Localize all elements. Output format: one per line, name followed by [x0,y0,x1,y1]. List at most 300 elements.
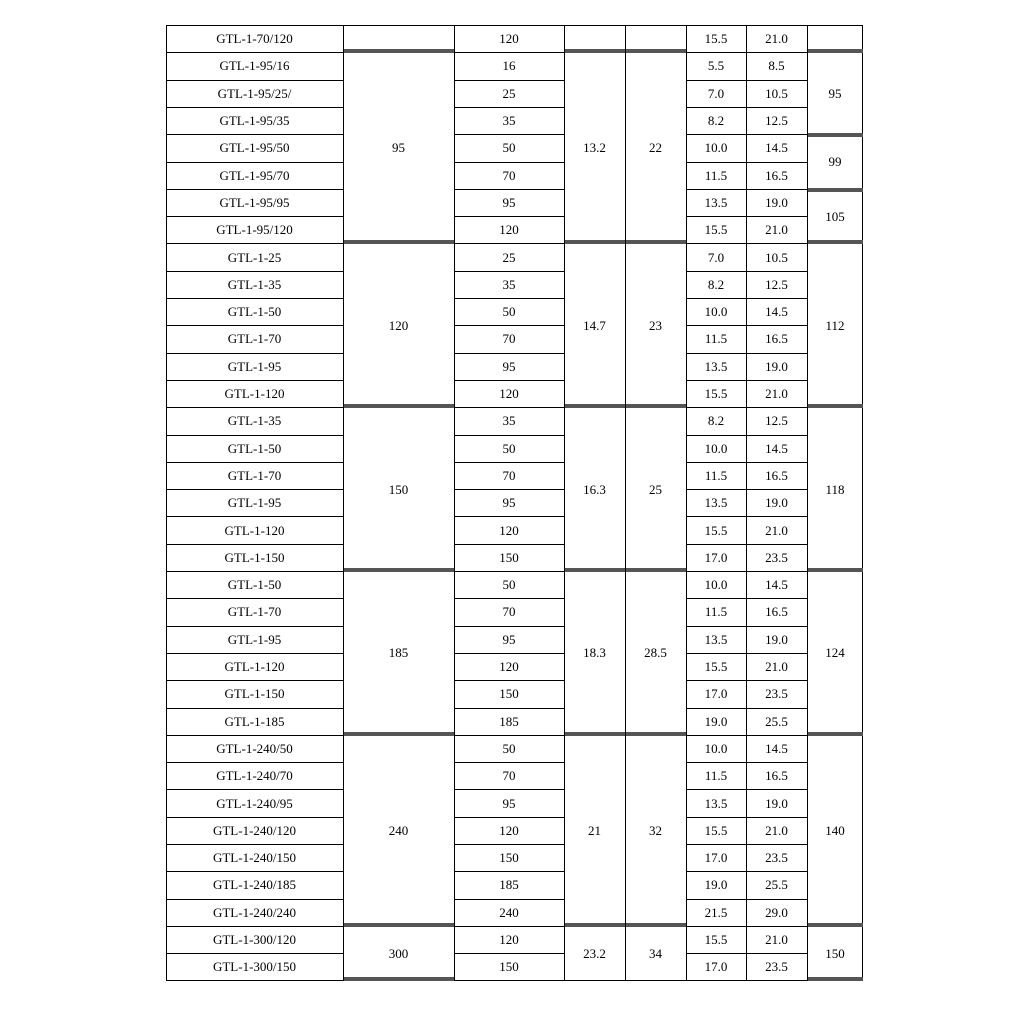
section-cell: 95 [392,140,405,156]
row-divider [166,80,343,81]
model-cell: GTL-1-120 [224,522,285,538]
row-divider [454,626,564,627]
row-divider [686,380,746,381]
row-divider [686,271,746,272]
model-cell: GTL-1-70 [227,331,282,347]
row-divider [746,353,807,354]
row-divider [454,380,564,381]
group-separator [565,240,625,244]
diameter-d2-cell: 16.5 [765,467,788,483]
row-divider [746,271,807,272]
row-divider [746,571,807,572]
row-divider [686,844,746,845]
row-divider [686,708,746,709]
diameter-d1-cell: 10.0 [704,740,728,756]
diameter-d1-cell: 15.5 [704,522,728,538]
row-divider [746,162,807,163]
diameter-d2-cell: 16.5 [765,604,788,620]
group-separator [344,404,454,408]
dim-b-cell: 32 [649,822,662,838]
row-divider [746,871,807,872]
row-divider [746,516,807,517]
model-cell: GTL-1-240/185 [212,877,297,893]
model-cell: GTL-1-95/70 [219,167,290,183]
diameter-d1-cell: 13.5 [704,631,728,647]
model-cell: GTL-1-25 [227,249,282,265]
diameter-d2-cell: 21.0 [765,932,788,948]
cable-section-cell: 25 [502,249,516,265]
row-divider [166,435,343,436]
row-divider [686,243,746,244]
diameter-d2-cell: 19.0 [765,194,788,210]
diameter-d2-cell: 14.5 [765,440,788,456]
row-divider [746,544,807,545]
cable-section-cell: 120 [499,822,519,838]
row-divider [686,789,746,790]
group-separator [565,568,625,572]
cable-section-cell: 35 [502,276,516,292]
cable-section-cell: 25 [502,85,516,101]
cable-section-cell: 95 [502,358,516,374]
row-divider [746,680,807,681]
model-cell: GTL-1-95/120 [216,222,293,238]
dim-a-cell: 13.2 [583,140,606,156]
cable-section-cell: 185 [499,877,519,893]
row-divider [686,216,746,217]
group-separator [808,240,863,244]
row-divider [454,216,564,217]
model-cell: GTL-1-240/95 [216,795,293,811]
row-divider [746,435,807,436]
diameter-d1-cell: 13.5 [704,194,728,210]
diameter-d1-cell: 10.0 [704,304,728,320]
row-divider [454,544,564,545]
row-divider [454,107,564,108]
group-separator [344,240,454,244]
section-cell: 240 [388,822,409,838]
cable-section-cell: 95 [502,495,516,511]
row-divider [746,189,807,190]
diameter-d1-cell: 19.0 [704,713,728,729]
length-cell: 105 [825,208,845,224]
section-cell: 150 [388,481,409,497]
model-cell: GTL-1-95/35 [219,113,290,129]
cable-section-cell: 95 [502,194,516,210]
row-divider [166,380,343,381]
row-divider [454,325,564,326]
cable-section-cell: 150 [499,549,519,565]
group-separator [626,240,686,244]
row-divider [454,489,564,490]
diameter-d2-cell: 19.0 [765,631,788,647]
diameter-d1-cell: 7.0 [707,249,725,265]
row-divider [166,134,343,135]
diameter-d2-cell: 21.0 [765,822,788,838]
row-divider [686,189,746,190]
row-divider [746,325,807,326]
row-divider [454,871,564,872]
row-divider [454,134,564,135]
row-divider [686,516,746,517]
diameter-d1-cell: 8.2 [707,276,725,292]
group-separator [808,133,863,137]
model-cell: GTL-1-50 [227,577,282,593]
diameter-d1-cell: 15.5 [704,222,728,238]
row-divider [746,243,807,244]
row-divider [454,708,564,709]
cable-section-cell: 70 [502,167,516,183]
row-divider [746,817,807,818]
row-divider [166,762,343,763]
model-cell: GTL-1-35 [227,276,282,292]
row-divider [454,653,564,654]
row-divider [454,817,564,818]
row-divider [686,353,746,354]
model-cell: GTL-1-95 [227,358,282,374]
dim-a-cell: 21 [588,822,601,838]
row-divider [166,353,343,354]
row-divider [746,735,807,736]
row-divider [686,571,746,572]
diameter-d1-cell: 21.5 [704,904,728,920]
model-cell: GTL-1-95 [227,631,282,647]
row-divider [454,407,564,408]
row-divider [454,162,564,163]
row-divider [686,899,746,900]
cable-section-cell: 50 [502,304,516,320]
row-divider [166,598,343,599]
row-divider [686,817,746,818]
row-divider [686,926,746,927]
group-separator [626,732,686,736]
row-divider [686,107,746,108]
cable-section-cell: 70 [502,331,516,347]
row-divider [746,653,807,654]
row-divider [686,762,746,763]
model-cell: GTL-1-120 [224,386,285,402]
length-cell: 150 [825,945,845,961]
diameter-d2-cell: 21.0 [765,522,788,538]
model-cell: GTL-1-150 [224,549,285,565]
diameter-d1-cell: 15.5 [704,386,728,402]
diameter-d1-cell: 15.5 [704,932,728,948]
model-cell: GTL-1-35 [227,413,282,429]
cable-section-cell: 35 [502,113,516,129]
row-divider [686,653,746,654]
cable-section-cell: 120 [499,386,519,402]
group-separator [565,49,625,53]
model-cell: GTL-1-120 [224,659,285,675]
diameter-d2-cell: 25.5 [765,877,788,893]
row-divider [686,462,746,463]
row-divider [746,298,807,299]
cable-section-cell: 16 [502,58,516,74]
diameter-d2-cell: 12.5 [765,113,788,129]
diameter-d2-cell: 10.5 [765,249,788,265]
cable-section-cell: 240 [499,904,519,920]
diameter-d2-cell: 25.5 [765,713,788,729]
row-divider [746,107,807,108]
model-cell: GTL-1-240/50 [216,740,293,756]
dim-a-cell: 23.2 [583,945,606,961]
row-divider [746,407,807,408]
model-cell: GTL-1-240/70 [216,768,293,784]
cable-section-cell: 120 [499,31,519,47]
model-cell: GTL-1-95/95 [219,194,290,210]
model-cell: GTL-1-70 [227,467,282,483]
row-divider [454,844,564,845]
diameter-d2-cell: 19.0 [765,495,788,511]
row-divider [746,844,807,845]
row-divider [746,789,807,790]
diameter-d1-cell: 19.0 [704,877,728,893]
row-divider [746,489,807,490]
group-separator [565,923,625,927]
diameter-d1-cell: 5.5 [707,58,725,74]
diameter-d2-cell: 8.5 [768,58,785,74]
group-separator [344,568,454,572]
length-cell [807,25,863,52]
row-divider [166,189,343,190]
group-separator [808,732,863,736]
row-divider [746,626,807,627]
cable-section-cell: 150 [499,850,519,866]
dim-a-cell: 18.3 [583,645,606,661]
diameter-d1-cell: 11.5 [704,167,728,183]
diameter-d2-cell: 21.0 [765,222,788,238]
model-cell: GTL-1-240/240 [212,904,297,920]
diameter-d2-cell: 10.5 [765,85,788,101]
row-divider [166,544,343,545]
diameter-d1-cell: 13.5 [704,358,728,374]
model-cell: GTL-1-185 [224,713,285,729]
row-divider [686,134,746,135]
diameter-d1-cell: 8.2 [707,113,725,129]
row-divider [686,325,746,326]
row-divider [166,953,343,954]
row-divider [746,134,807,135]
diameter-d2-cell: 19.0 [765,795,788,811]
diameter-d1-cell: 11.5 [704,768,728,784]
row-divider [454,353,564,354]
row-divider [166,325,343,326]
row-divider [454,52,564,53]
diameter-d2-cell: 12.5 [765,413,788,429]
row-divider [166,626,343,627]
diameter-d1-cell: 13.5 [704,495,728,511]
row-divider [166,789,343,790]
diameter-d1-cell: 13.5 [704,795,728,811]
cable-section-cell: 185 [499,713,519,729]
row-divider [166,899,343,900]
row-divider [746,953,807,954]
length-cell: 99 [828,153,842,169]
row-divider [454,516,564,517]
row-divider [686,298,746,299]
diameter-d2-cell: 14.5 [765,140,788,156]
diameter-d2-cell: 19.0 [765,358,788,374]
row-divider [686,52,746,53]
section-cell: 300 [388,945,409,961]
row-divider [686,162,746,163]
section-cell: 120 [388,317,409,333]
row-divider [454,80,564,81]
row-divider [454,598,564,599]
length-cell: 140 [825,822,845,838]
diameter-d1-cell: 10.0 [704,577,728,593]
diameter-d2-cell: 23.5 [765,850,788,866]
row-divider [454,571,564,572]
row-divider [746,216,807,217]
row-divider [166,298,343,299]
row-divider [686,735,746,736]
diameter-d1-cell: 11.5 [704,331,728,347]
row-divider [166,571,343,572]
model-cell: GTL-1-240/120 [212,822,297,838]
row-divider [746,380,807,381]
row-divider [454,462,564,463]
row-divider [166,516,343,517]
cable-section-cell: 120 [499,932,519,948]
diameter-d2-cell: 21.0 [765,386,788,402]
model-cell: GTL-1-300/150 [212,959,297,975]
diameter-d2-cell: 14.5 [765,304,788,320]
row-divider [686,598,746,599]
diameter-d2-cell: 14.5 [765,577,788,593]
row-divider [166,243,343,244]
group-separator [626,404,686,408]
row-divider [166,162,343,163]
group-separator [626,568,686,572]
model-cell: GTL-1-150 [224,686,285,702]
group-separator [808,568,863,572]
model-cell: GTL-1-50 [227,304,282,320]
row-divider [746,80,807,81]
row-divider [686,953,746,954]
diameter-d2-cell: 16.5 [765,167,788,183]
row-divider [166,489,343,490]
row-divider [454,789,564,790]
cable-section-cell: 120 [499,522,519,538]
diameter-d1-cell: 11.5 [704,604,728,620]
row-divider [454,243,564,244]
row-divider [746,899,807,900]
group-separator [808,977,863,981]
group-separator [344,732,454,736]
diameter-d2-cell: 16.5 [765,331,788,347]
row-divider [454,899,564,900]
dim-a-cell: 16.3 [583,481,606,497]
diameter-d2-cell: 23.5 [765,959,788,975]
row-divider [166,926,343,927]
group-separator [565,404,625,408]
cable-section-cell: 50 [502,740,516,756]
row-divider [166,871,343,872]
row-divider [454,189,564,190]
diameter-d2-cell: 23.5 [765,549,788,565]
cable-section-cell: 70 [502,604,516,620]
group-separator [808,188,863,192]
dim-b-cell: 22 [649,140,662,156]
diameter-d2-cell: 21.0 [765,659,788,675]
model-cell: GTL-1-95/50 [219,140,290,156]
row-divider [454,926,564,927]
model-cell: GTL-1-300/120 [212,932,297,948]
group-separator [344,49,454,53]
group-separator [344,923,454,927]
group-separator [344,977,454,981]
group-separator [808,404,863,408]
group-separator [808,923,863,927]
row-divider [686,489,746,490]
model-cell: GTL-1-70 [227,604,282,620]
diameter-d2-cell: 12.5 [765,276,788,292]
model-cell: GTL-1-70/120 [216,31,293,47]
diameter-d1-cell: 15.5 [704,31,728,47]
length-cell: 112 [825,317,845,333]
row-divider [454,298,564,299]
row-divider [166,844,343,845]
group-separator [626,49,686,53]
row-divider [454,762,564,763]
diameter-d1-cell: 10.0 [704,140,728,156]
cable-section-cell: 150 [499,686,519,702]
row-divider [454,271,564,272]
dim-b-cell: 34 [649,945,662,961]
diameter-d2-cell: 29.0 [765,904,788,920]
row-divider [686,435,746,436]
dim-b-cell: 28.5 [644,645,667,661]
row-divider [454,735,564,736]
diameter-d2-cell: 21.0 [765,31,788,47]
dim-a-cell: 14.7 [583,317,606,333]
row-divider [686,80,746,81]
row-divider [746,52,807,53]
row-divider [746,926,807,927]
diameter-d1-cell: 15.5 [704,822,728,838]
row-divider [166,462,343,463]
dim-b-cell: 23 [649,317,662,333]
row-divider [454,435,564,436]
row-divider [166,271,343,272]
row-divider [686,871,746,872]
row-divider [686,407,746,408]
cable-section-cell: 120 [499,659,519,675]
diameter-d1-cell: 7.0 [707,85,725,101]
diameter-d2-cell: 23.5 [765,686,788,702]
cable-section-cell: 150 [499,959,519,975]
row-divider [166,735,343,736]
length-cell: 95 [828,85,842,101]
spec-table [166,25,863,981]
group-separator [565,732,625,736]
cable-section-cell: 70 [502,768,516,784]
cable-section-cell: 50 [502,140,516,156]
length-cell: 118 [825,481,845,497]
diameter-d2-cell: 16.5 [765,768,788,784]
model-cell: GTL-1-50 [227,440,282,456]
model-cell: GTL-1-95/25/ [217,85,292,101]
cable-section-cell: 95 [502,631,516,647]
section-cell: 185 [388,645,409,661]
diameter-d1-cell: 11.5 [704,467,728,483]
dim-b-cell: 25 [649,481,662,497]
diameter-d1-cell: 17.0 [704,959,728,975]
diameter-d1-cell: 10.0 [704,440,728,456]
row-divider [166,216,343,217]
row-divider [166,407,343,408]
row-divider [166,817,343,818]
